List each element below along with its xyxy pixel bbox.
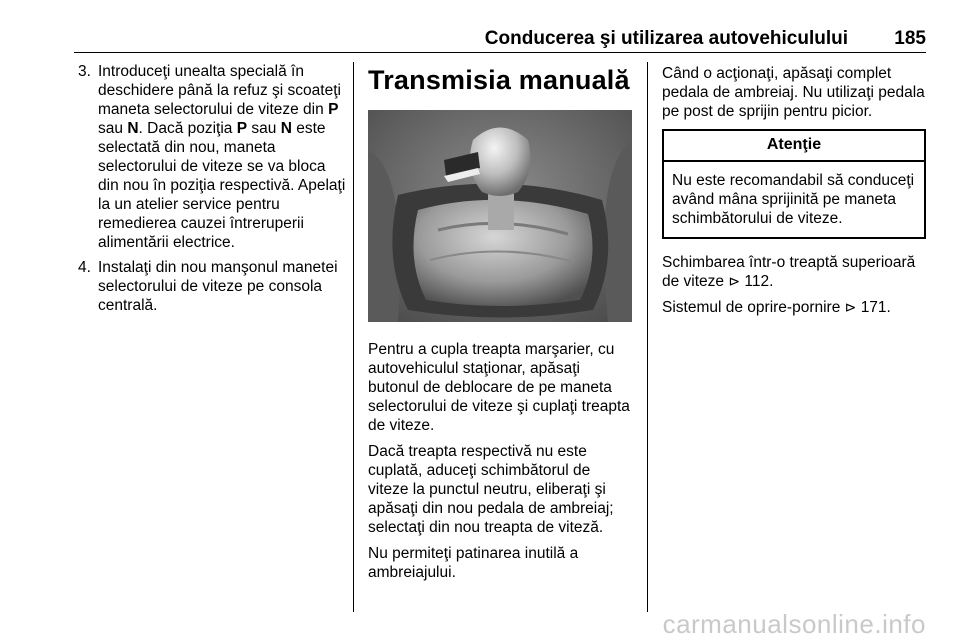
column-divider-2 [647, 62, 648, 612]
text-run: sau [98, 120, 128, 137]
instruction-list [78, 62, 350, 315]
gear-letter: N [127, 120, 139, 137]
gear-letter: P [328, 101, 339, 118]
paragraph: Dacă treapta respectivă nu este cuplată, aduceţi schimbătorul de viteze la punctul neutru, eliberaţi şi apăsaţi din nou pedala de ambreiaj; selectaţi din nou treapta de viteză. [368, 443, 614, 536]
page-ref-icon: ⊳ [728, 273, 741, 289]
text-run: . Dacă poziţia [138, 120, 237, 137]
cross-reference-page[interactable]: 112. [744, 273, 774, 290]
paragraph: Când o acţionaţi, apăsaţi complet pedala de ambreiaj. Nu utilizaţi pedala pe post de sprijin pentru picior. [662, 65, 925, 120]
cross-reference-text: Sistemul de oprire-pornire [662, 299, 845, 316]
column-middle [368, 64, 634, 589]
cross-reference-text: Schimbarea într-o treaptă superioară de viteze [662, 254, 916, 290]
cross-reference-page[interactable]: 171. [860, 299, 891, 316]
header-rule [74, 52, 926, 53]
gear-letter: N [280, 120, 292, 137]
warning-body: Nu este recomandabil să conduceţi având mâna sprijinită pe maneta schimbătorului de viteze. [672, 172, 915, 227]
text-run: sau [247, 120, 281, 137]
paragraph: Pentru a cupla treapta marşarier, cu autovehiculul staţionar, apăsaţi butonul de deblocare de pe maneta selectorului de viteze şi cuplaţi treapta de viteze. [368, 341, 630, 434]
page-number: 185 [894, 28, 926, 49]
list-item-text [98, 63, 345, 251]
warning-title: Atenţie [664, 131, 924, 162]
column-right [662, 64, 926, 324]
gear-shift-photo [368, 110, 632, 322]
cross-reference [662, 298, 926, 317]
list-item-number: 3. [78, 63, 91, 80]
watermark: carmanualsonline.info [662, 609, 926, 639]
list-item-text: Instalaţi din nou manşonul manetei selectorului de viteze pe consola centrală. [98, 259, 338, 314]
list-item-number: 4. [78, 259, 91, 276]
page-header-title: Conducerea şi utilizarea autovehiculului [484, 28, 848, 49]
paragraph: Nu permiteţi patinarea inutilă a ambreiajului. [368, 545, 579, 581]
list-item [78, 258, 350, 315]
warning-box [662, 129, 926, 239]
section-title: Transmisia manuală [368, 65, 630, 95]
page-ref-icon: ⊳ [844, 299, 857, 315]
column-divider-1 [353, 62, 354, 612]
gear-letter: P [236, 120, 248, 137]
list-item [78, 62, 350, 252]
text-run: este selectată din nou, maneta selectorului de viteze se va bloca din nou în poziţia respectivă. Apelaţi la un atelier service pentru remedierea cauzei întreruperii alimentării electrice. [98, 120, 346, 251]
text-run: Introduceţi unealta specială în deschidere până la refuz şi scoateţi maneta selectorului de viteze din [98, 63, 341, 118]
column-left [78, 62, 350, 321]
cross-reference [662, 253, 926, 291]
